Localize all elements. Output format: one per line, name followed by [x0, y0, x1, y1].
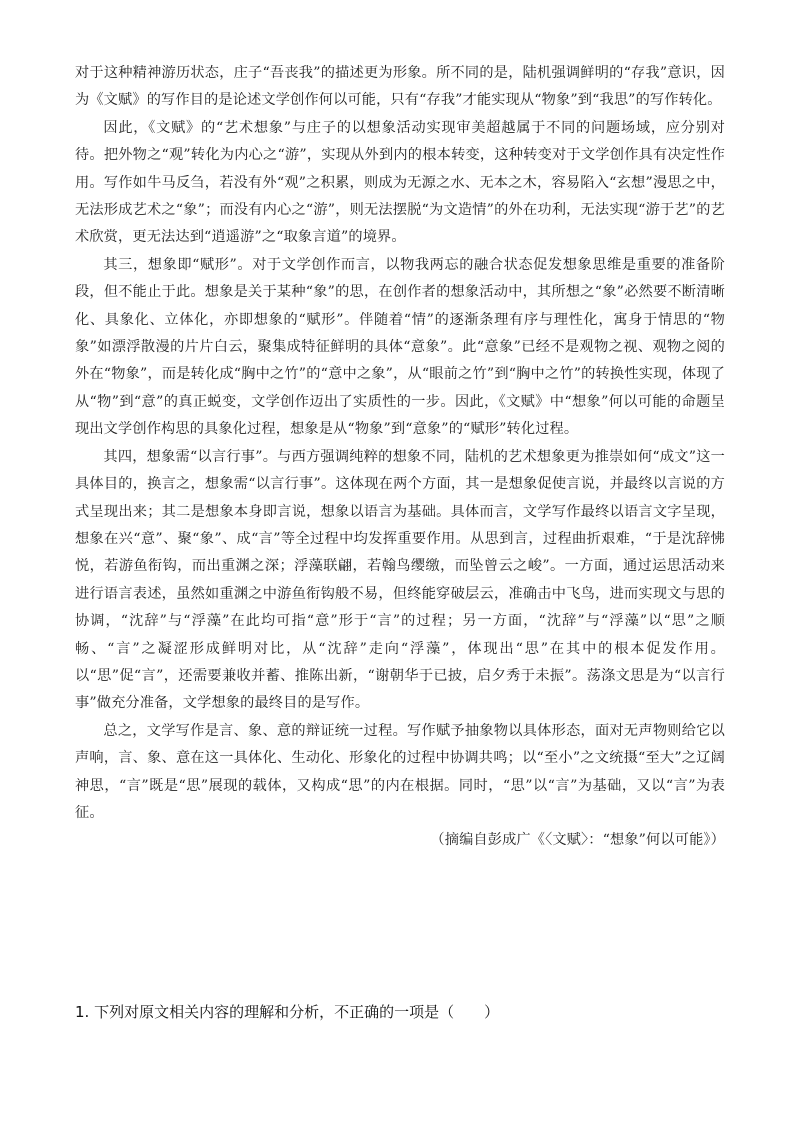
article-paragraph: 其四，想象需“以言行事”。与西方强调纯粹的想象不同，陆机的艺术想象更为推崇如何“成文”这一具体目的，换言之，想象需“以言行事”。这体现在两个方面，其一是想象促使言说，并最终以言说的方式呈现出来；其二是想象本身即言说，想象以语言为基础。具体而言，文学写作最终以语言文字呈现，想象在兴“意”、聚“象”、成“言”等全过程中均发挥重要作用。从思到言，过程曲折艰难，“于是沈辞怫悦，若游鱼衔钩，而出重渊之深；浮藻联翩，若翰鸟缨缴，而坠曾云之峻”。一方面，通过运思活动来进行语言表述，虽然如重渊之中游鱼衔钩般不易，但终能穿破层云，准确击中飞鸟，进而实现文与思的协调，“沈辞”与“浮藻”在此均可指“意”形于“言”的过程；另一方面，“沈辞”与“浮藻”以“思”之顺畅、“言”之凝涩形成鲜明对比，从“沈辞”走向“浮藻”，体现出“思”在其中的根本促发作用。以“思”促“言”，还需要兼收并蓄、推陈出新，“谢朝华于已披，启夕秀于未振”。荡涤文思是为“以言行事”做充分准备，文学想象的最终目的是写作。	[75, 448, 725, 712]
question-stem: 1. 下列对原文相关内容的理解和分析，不正确的一项是（ ）	[75, 1003, 500, 1021]
article-paragraph-continuation: 对于这种精神游历状态，庄子“吾丧我”的描述更为形象。所不同的是，陆机强调鲜明的“存我”意识，因为《文赋》的写作目的是论述文学创作何以可能，只有“存我”才能实现从“物象”到“我思”的写作转化。	[75, 65, 725, 109]
article-paragraph: 其三，想象即“赋形”。对于文学创作而言，以物我两忘的融合状态促发想象思维是重要的准备阶段，但不能止于此。想象是关于某种“象”的思，在创作者的想象活动中，其所想之“象”必然要不断清晰化、具象化、立体化，亦即想象的“赋形”。伴随着“情”的逐渐条理有序与理性化，寓身于情思的“物象”如漂浮散漫的片片白云，聚集成特征鲜明的具体“意象”。此“意象”已经不是观物之视、观物之阅的外在“物象”，而是转化成“胸中之竹”的“意中之象”，从“眼前之竹”到“胸中之竹”的转换性实现，体现了从“物”到“意”的真正蜕变，文学创作迈出了实质性的一步。因此，《文赋》中“想象”何以可能的命题呈现出文学创作构思的具象化过程，想象是从“物象”到“意象”的“赋形”转化过程。	[75, 256, 725, 438]
article-paragraph: 因此，《文赋》的“艺术想象”与庄子的以想象活动实现审美超越属于不同的问题场域，应分别对待。把外物之“观”转化为内心之“游”，实现从外到内的根本转变，这种转变对于文学创作具有决定性作用。写作如牛马反刍，若没有外“观”之积累，则成为无源之水、无本之木，容易陷入“玄想”漫思之中，无法形成艺术之“象”；而没有内心之“游”，则无法摆脱“为文造情”的外在功利，无法实现“游于艺”的艺术欣赏，更无法达到“逍遥游”之“取象言道”的境界。	[75, 119, 725, 246]
article-body	[75, 60, 725, 855]
article-source: （摘编自彭成广《〈文赋〉：“想象”何以可能》）	[430, 832, 725, 849]
article-paragraph: 总之，文学写作是言、象、意的辩证统一过程。写作赋予抽象物以具体形态，面对无声物则给它以声响，言、象、意在这一具体化、生动化、形象化的过程中协调共鸣；以“至小”之文统摄“至大”之辽阔神思，“言”既是“思”展现的载体，又构成“思”的内在根据。同时，“思”以“言”为基础，又以“言”为表征。	[75, 722, 725, 821]
